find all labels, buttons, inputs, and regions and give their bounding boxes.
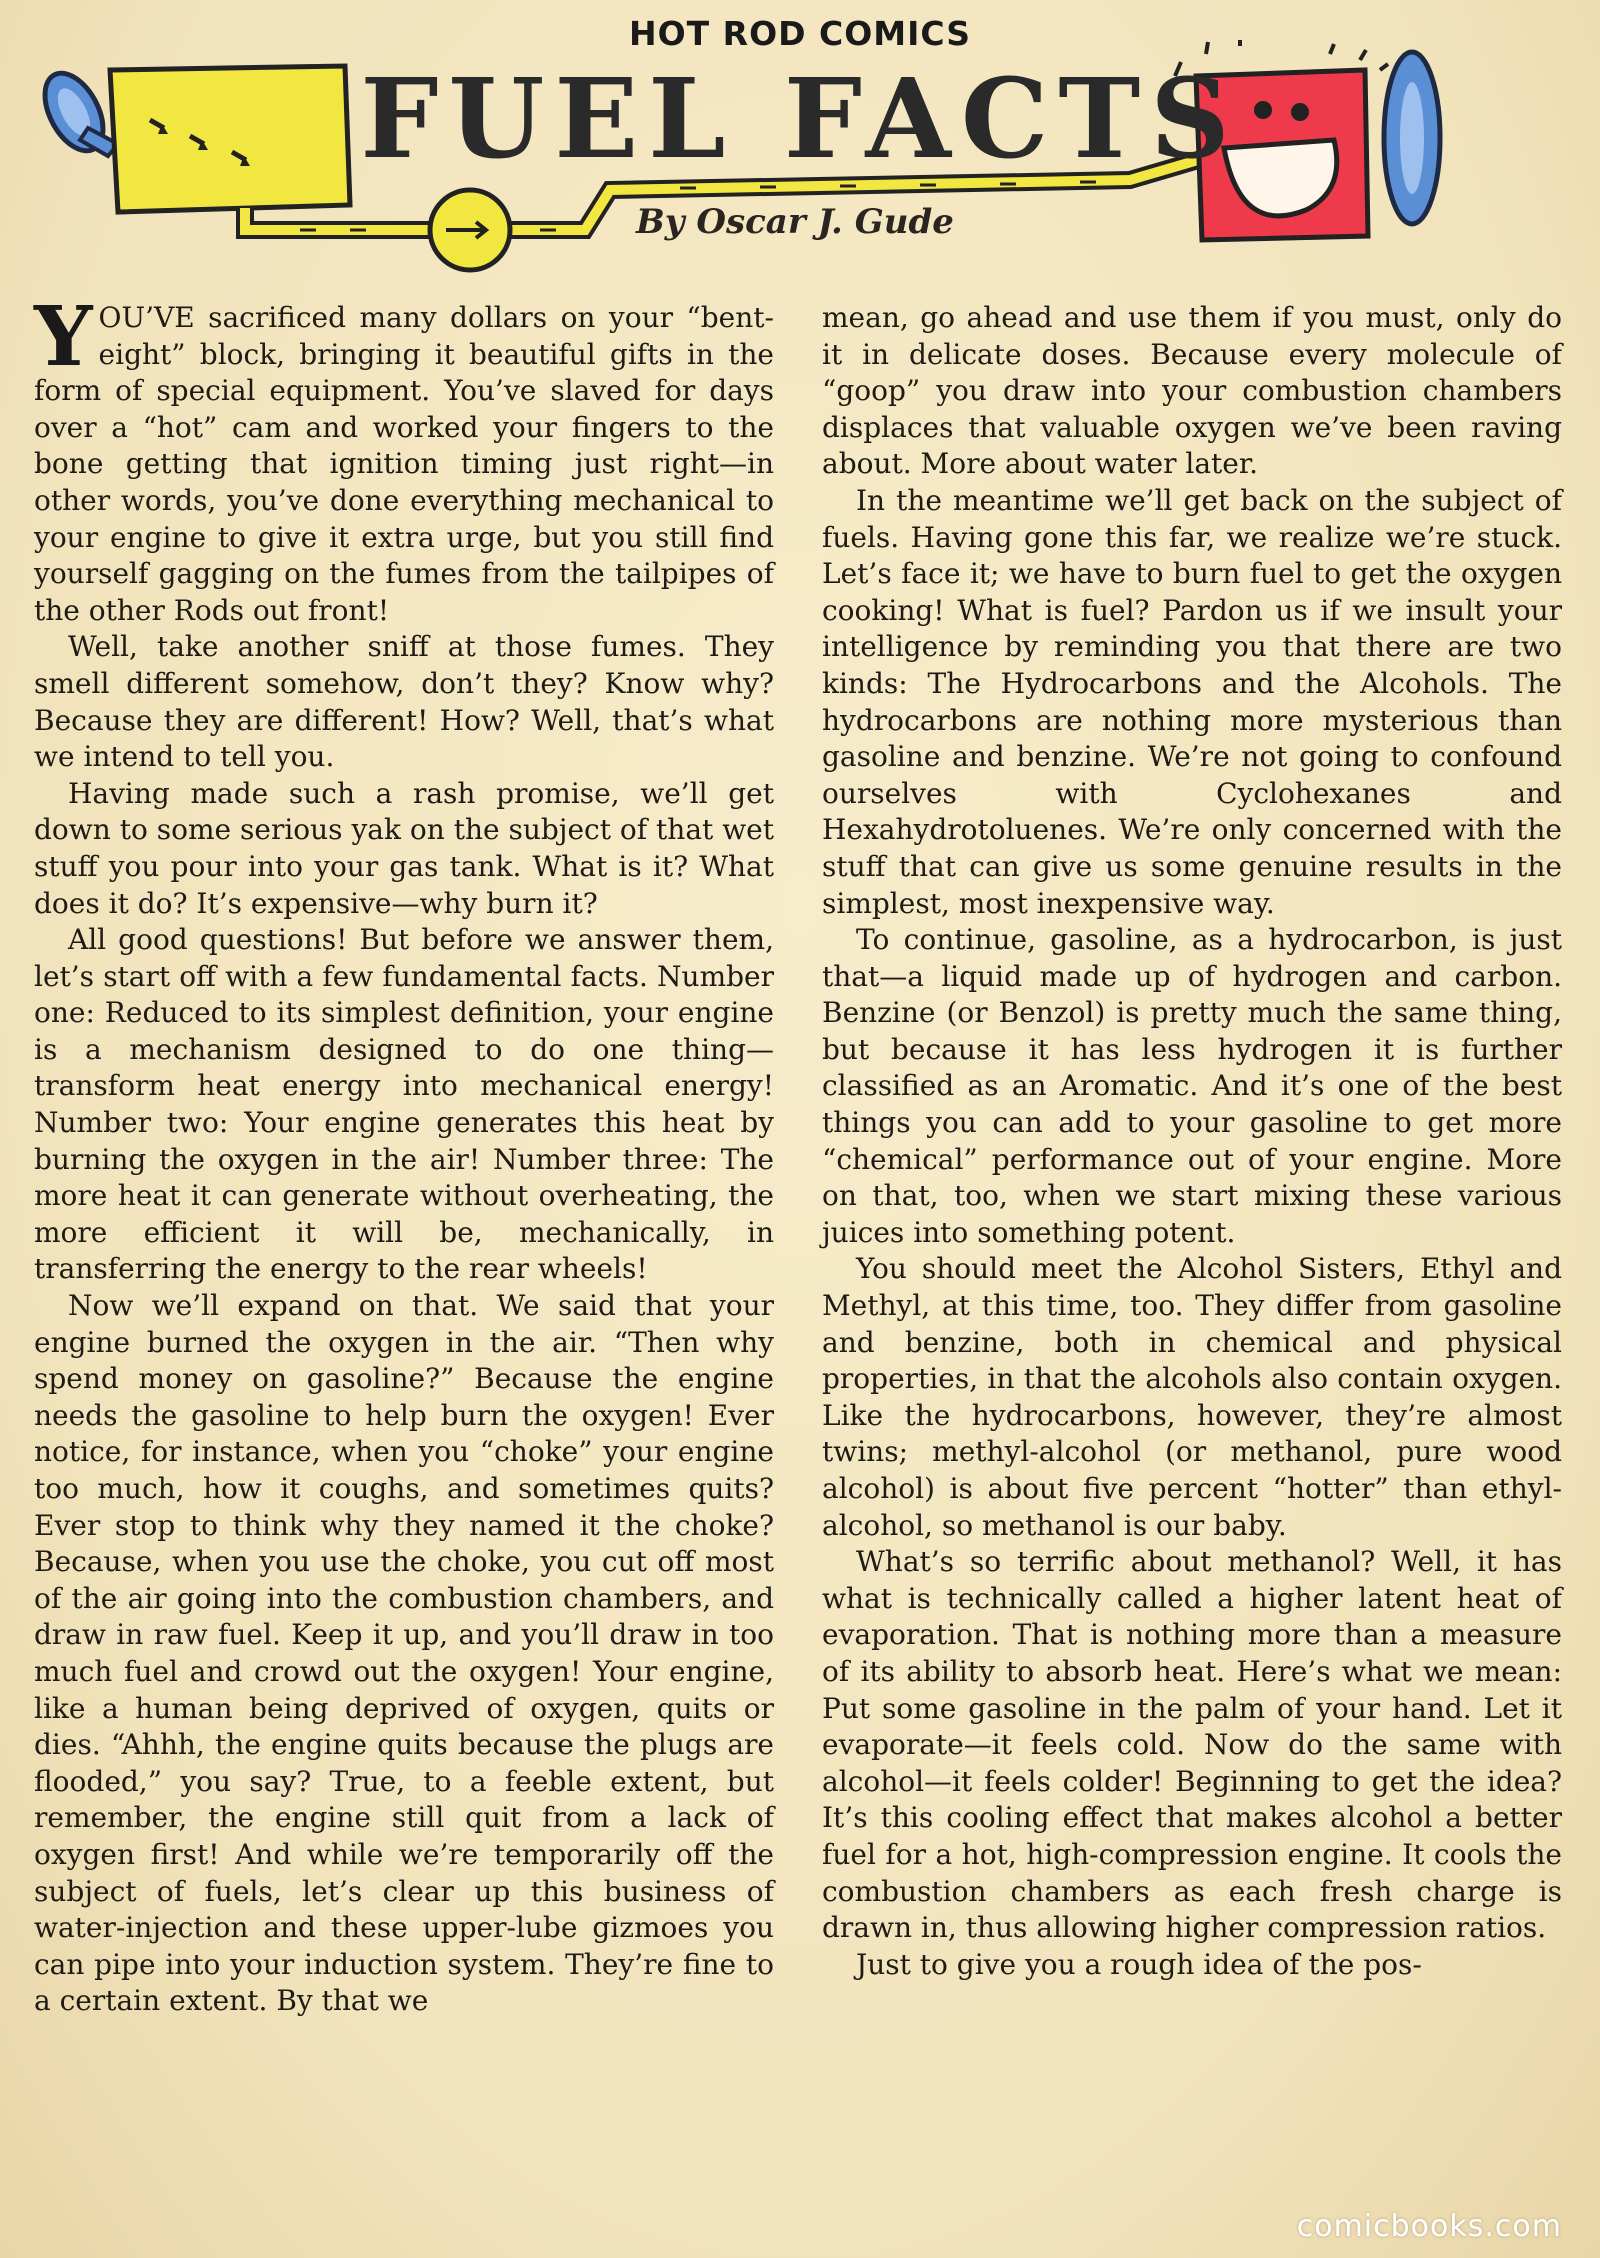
drop-cap: Y — [34, 289, 93, 385]
carburetor-icon — [430, 190, 510, 270]
paragraph: mean, go ahead and use them if you must, only do it in delicate doses. Because every molecule of “goop” you draw into your combustion chambers displaces that valuable oxygen we’ve been raving about. More about water later. — [822, 301, 1562, 481]
paragraph: Just to give you a rough idea of the pos- — [856, 1947, 1422, 1981]
paragraph — [34, 289, 774, 629]
paragraph-text: OU’VE sacrificed many dollars on your “bent-eight” block, bringing it beautiful gifts in the form of special equipment. You’ve slaved for days over a “hot” cam and worked your fingers to the bone getting that ignition timing just right—in other words, you’ve done everything mechanical to your engine to give it extra urge, but you still find yourself gagging on the fumes from the tailpipes of the other Rods out front! — [34, 301, 774, 627]
paragraph: All good questions! But before we answer them, let’s start off with a few fundamental facts. Number one: Reduced to its simplest definition, your engine is a mechanism designed to do one thing—transform heat energy into mechanical energy! Number two: Your engine generates this heat by burning the oxygen in the air! Number three: The more heat it can generate without overheating, the more efficient it will be, mechanically, in transferring the energy to the rear wheels! — [34, 923, 774, 1286]
article-column-right — [822, 300, 1562, 1983]
paragraph: What’s so terrific about methanol? Well, it has what is technically called a higher latent heat of evaporation. That is nothing more than a measure of its ability to absorb heat. Here’s what we mean: Put some gasoline in the palm of your hand. Let it evaporate—it feels cold. Now do the same with alcohol—it feels colder! Beginning to get the idea? It’s this cooling effect that makes alcohol a better fuel for a hot, high-compression engine. It cools the combustion chambers as each fresh charge is drawn in, thus allowing higher compression ratios. — [822, 1545, 1562, 1945]
paragraph: Well, take another sniff at those fumes. They smell different somehow, don’t they? Know why? Because they are different! How? Well, that’s what we intend to tell you. — [34, 630, 774, 774]
article-column-left — [34, 289, 774, 2020]
paragraph: In the meantime we’ll get back on the subject of fuels. Having gone this far, we realize we’re stuck. Let’s face it; we have to burn fuel to get the oxygen cooking! What is fuel? Pardon us if we insult your intelligence by reminding you that there are two kinds: The Hydrocarbons and the Alcohols. The hydrocarbons are nothing more mysterious than gasoline and benzine. We’re not going to confound ourselves with Cyclohexanes and Hexahydrotoluenes. We’re only concerned with the stuff that can give us some genuine results in the simplest, most inexpensive way. — [822, 483, 1562, 920]
paragraph: Now we’ll expand on that. We said that your engine burned the oxygen in the air. “Then why spend money on gasoline?” Because the engine needs the gasoline to help burn the oxygen! Ever notice, for instance, when you “choke” your engine too much, how it coughs, and sometimes quits? Ever stop to think why they named it the choke? Because, when you use the choke, you cut off most of the air going into the combustion chambers, and draw in raw fuel. Keep it up, and you’ll draw in too much fuel and crowd out the oxygen! Your engine, like a human being deprived of oxygen, quits or dies. “Ahhh, the engine quits because the plugs are flooded,” you say? True, to a feeble extent, but remember, the engine still quit from a lack of oxygen first! And while we’re temporarily off the subject of fuels, let’s clear up this business of water-injection and these upper-lube gizmoes you can pipe into your induction system. They’re fine to a certain extent. By that we — [34, 1289, 774, 2018]
paragraph: You should meet the Alcohol Sisters, Ethyl and Methyl, at this time, too. They differ from gasoline and benzine, both in chemical and physical properties, in that the alcohols also contain oxygen. Like the hydrocarbons, however, they’re almost twins; methyl-alcohol (or methanol, pure wood alcohol) is about five percent “hotter” than ethyl-alcohol, so methanol is our baby. — [822, 1252, 1562, 1542]
watermark: comicbooks.com — [1296, 2209, 1562, 2244]
masthead: HOT ROD COMICS — [628, 14, 971, 53]
paragraph: Having made such a rash promise, we’ll get down to some serious yak on the subject of that wet stuff you pour into your gas tank. What is it? What does it do? It’s expensive—why burn it? — [34, 776, 774, 920]
article-title: FUEL FACTS — [360, 54, 1240, 183]
paragraph: To continue, gasoline, as a hydrocarbon, is just that—a liquid made up of hydrogen and carbon. Benzine (or Benzol) is pretty much the same thing, but because it has less hydrogen it is further classified as an Aromatic. And it’s one of the best things you can add to your gasoline to get more “chemical” performance out of your engine. More on that, too, when we start mixing these various juices into something potent. — [822, 923, 1562, 1249]
byline: By Oscar J. Gude — [636, 202, 954, 242]
